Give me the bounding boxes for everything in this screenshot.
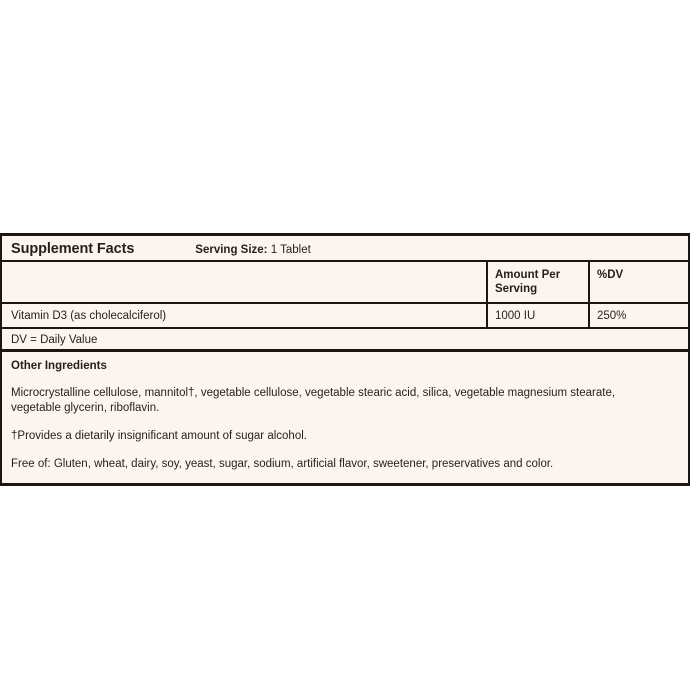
column-header-nutrient (2, 262, 486, 302)
daily-value-footnote: DV = Daily Value (2, 329, 688, 352)
serving-size-label: Serving Size: (195, 244, 268, 256)
table-header-row (2, 262, 688, 304)
free-of-statement: Free of: Gluten, wheat, dairy, soy, yeast, sugar, sodium, artificial flavor, sweetener, preservatives and color. (11, 458, 554, 470)
nutrient-name: Vitamin D3 (as cholecalciferol) (11, 310, 167, 322)
other-ingredients-section (2, 352, 688, 483)
page-title: Supplement Facts (11, 241, 135, 257)
column-header-amount-per-serving: Amount Per Serving (486, 262, 588, 302)
table-row (2, 304, 688, 329)
nutrient-amount: 1000 IU (486, 304, 588, 327)
dagger-footnote: †Provides a dietarily insignificant amount of sugar alcohol. (11, 430, 307, 442)
serving-size (195, 237, 311, 263)
other-ingredients-list: Microcrystalline cellulose, mannitol†, vegetable cellulose, vegetable stearic acid, silica, vegetable magnesium stearate, vegetable glycerin, riboflavin. (11, 387, 616, 414)
column-header-percent-dv: %DV (588, 262, 688, 302)
serving-size-value: 1 Tablet (270, 244, 311, 256)
nutrient-percent-dv: 250% (588, 304, 688, 327)
other-ingredients-heading: Other Ingredients (11, 360, 107, 372)
supplement-facts-panel (0, 233, 690, 486)
supplement-facts-title-row (2, 236, 688, 262)
